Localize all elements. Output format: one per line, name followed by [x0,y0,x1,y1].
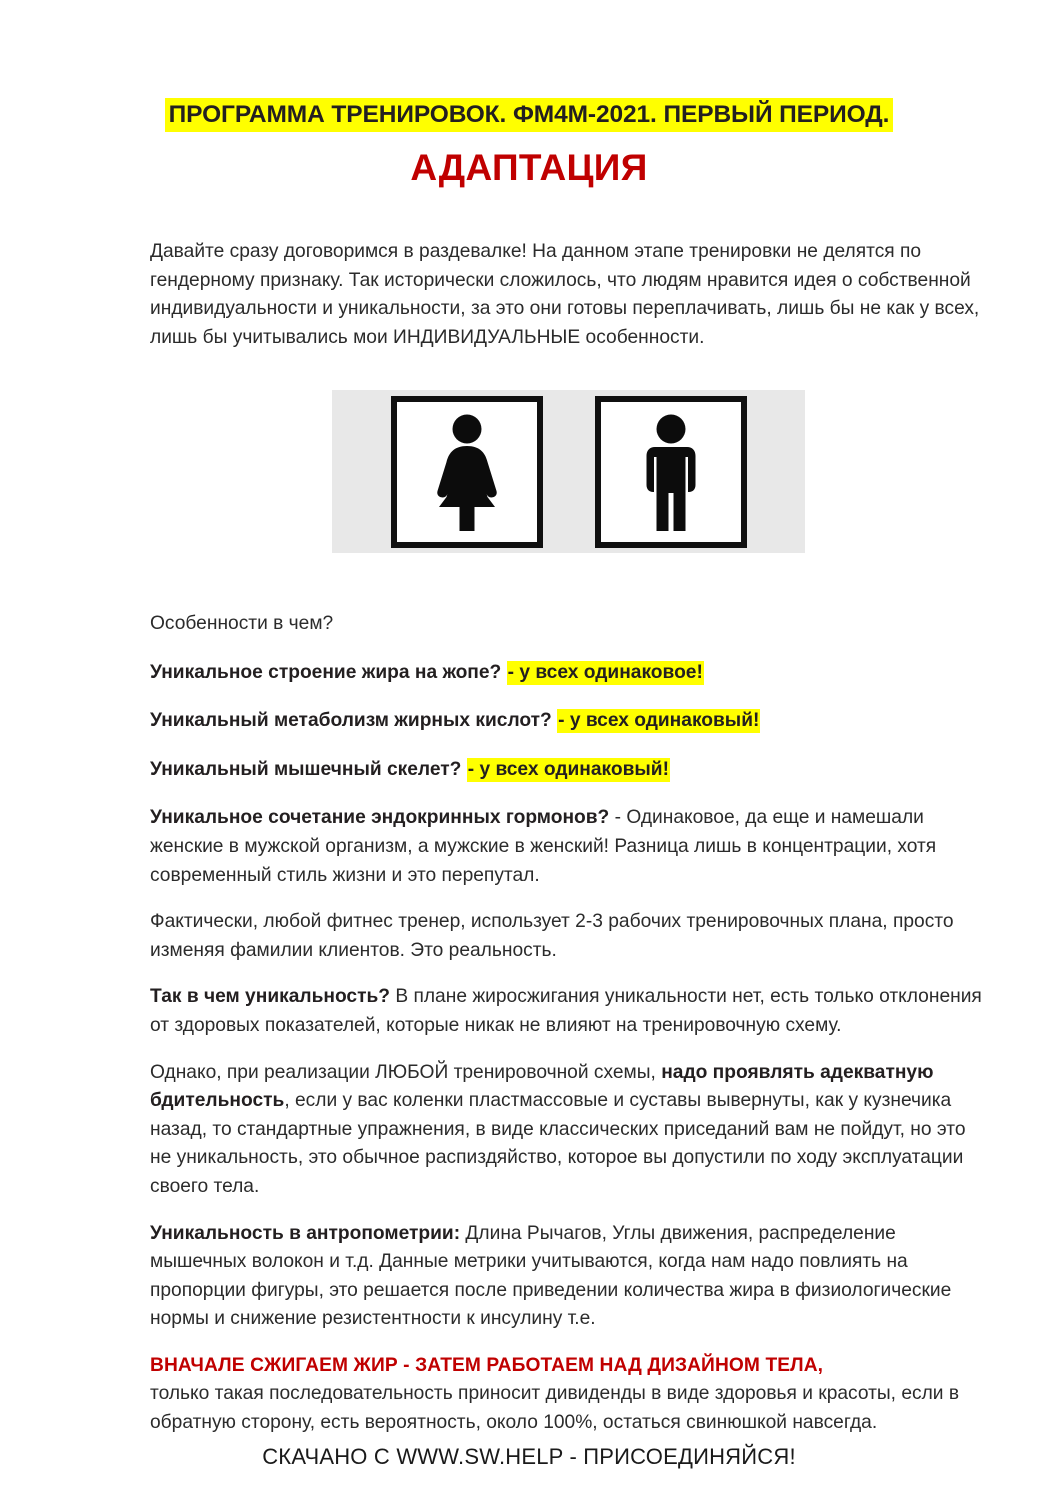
female-sign-frame [391,396,543,548]
conclusion-paragraph: только такая последовательность приносит дивиденды в виде здоровья и красоты, если в обратную сторону, есть вероятность, около 100%, остаться свинюшкой навсегда. [150,1383,960,1434]
content-main [150,610,985,1456]
question-text: Уникальное строение жира на жопе? [150,661,502,683]
hormones-rest: - Одинаковое, да еще и намешали женские в мужской организм, а мужские в женский! Разница лишь в концентрации, хотя современный стиль жизни и это перепутал. [150,807,937,886]
uniqueness-bold-lead: Так в чем уникальность? [150,986,391,1008]
question-text: Уникальный мышечный скелет? [150,758,462,780]
hormones-paragraph [150,804,985,890]
question-answer: - у всех одинаковое! [507,661,703,683]
intro-paragraph: Давайте сразу договоримся в раздевалке! На данном этапе тренировки не делятся по гендерному признаку. Так исторически сложилось, что людям нравится идея о собственной индивидуальности и уникальности, за это они готовы переплачивать, лишь бы не как у всех, лишь бы учитывались мои ИНДИВИДУАЛЬНЫЕ особенности. [150,241,980,348]
page-subtitle: АДАПТАЦИЯ [410,147,648,188]
question-item [150,707,985,736]
question-answer: - у всех одинаковый! [558,710,760,732]
page-title: ПРОГРАММА ТРЕНИРОВОК. ФМ4М-2021. ПЕРВЫЙ ПЕРИОД. [165,98,894,132]
conclusion-red-text: ВНАЧАЛЕ СЖИГАЕМ ЖИР - ЗАТЕМ РАБОТАЕМ НАД ДИЗАЙНОМ ТЕЛА, [150,1354,824,1376]
anthropometry-bold-lead: Уникальность в антропометрии: [150,1222,461,1244]
document-title-line [0,98,1058,132]
question-answer: - у всех одинаковый! [467,758,669,780]
anthropometry-rest: Длина Рычагов, Углы движения, распределение мышечных волокон и т.д. Данные метрики учитываются, когда нам надо повлиять на пропорции фигуры, это решается после приведении количества жира в физиологические нормы и снижение резистентности к инсулину т.е. [150,1222,952,1330]
footer-credit: СКАЧАНО С WWW.SW.HELP - ПРИСОЕДИНЯЙСЯ! [262,1444,796,1469]
uniqueness-paragraph [150,983,985,1040]
hormones-bold-lead: Уникальное сочетание эндокринных гормонов? [150,807,610,829]
female-pictogram-icon [419,413,515,531]
questions-lead: Особенности в чем? [150,613,334,634]
questions-block [150,610,985,784]
gender-pictograms-figure [332,390,805,553]
trainers-paragraph: Фактически, любой фитнес тренер, использует 2-3 рабочих тренировочных плана, просто изменяя фамилии клиентов. Это реальность. [150,911,954,961]
anthropometry-paragraph [150,1220,985,1334]
question-item [150,659,985,688]
uniqueness-rest: В плане жиросжигания уникальности нет, есть только отклонения от здоровых показателей, которые никак не влияют на тренировочную схему. [150,986,982,1036]
vigilance-part1: Однако, при реализации ЛЮБОЙ тренировочной схемы, [150,1061,662,1083]
vigilance-part2: , если у вас коленки пластмассовые и суставы вывернуты, как у кузнечика назад, то стандартные упражнения, в виде классических приседаний вам не пойдут, но это не уникальность, это обычное распиздяйство, которое вы допустили по ходу эксплуатации своего тела. [150,1090,966,1197]
male-sign-frame [595,396,747,548]
document-header [0,0,1058,190]
question-item [150,756,985,785]
vigilance-paragraph [150,1059,985,1202]
content-top [150,238,985,370]
conclusion-red-line [150,1352,985,1381]
male-pictogram-icon [632,413,710,531]
question-text: Уникальный метаболизм жирных кислот? [150,710,552,732]
vigilance-bold-mid: надо проявлять адекватную бдительность [150,1061,934,1112]
